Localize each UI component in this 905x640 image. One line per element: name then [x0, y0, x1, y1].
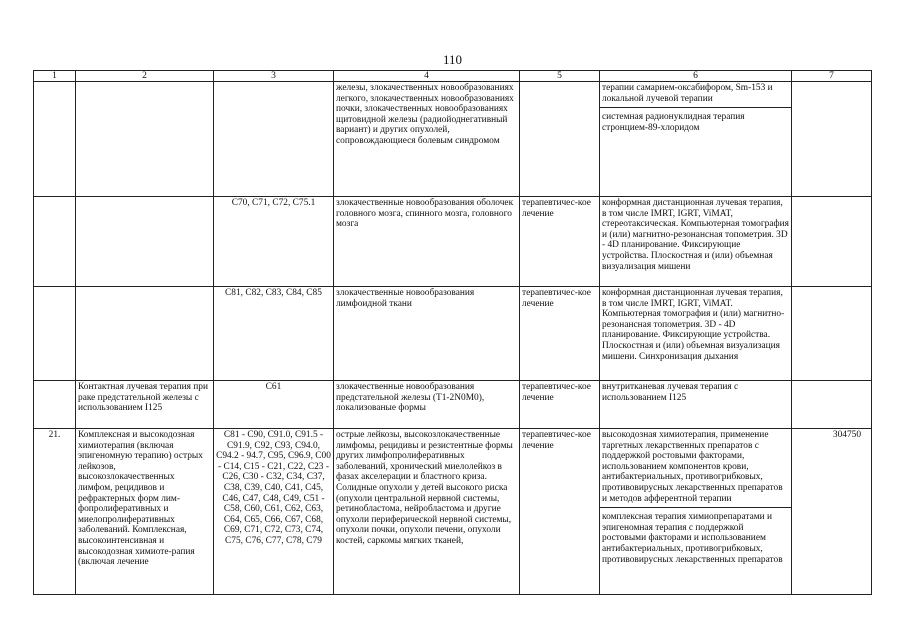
row-number-cell: [34, 197, 76, 287]
method-name-cell: [76, 197, 214, 287]
diagnosis-cell: железы, злокачественных новообразованиях легкого, злокачественных новообразованиях почки, злокачественных новообразованиях щитовидной железы (радиойоднегативный вариант) и других опухолей, сопровождающиеся болевым синдромом: [334, 82, 520, 197]
table-row: [34, 287, 872, 381]
treatment-type-cell: терапевтичес-кое лечение: [520, 429, 600, 595]
row-number-cell: [34, 287, 76, 381]
cost-cell: 304750: [792, 429, 872, 595]
treatment-method-text: системная радионуклидная терапия стронцием-89-хлоридом: [600, 107, 791, 133]
column-number: 7: [792, 71, 872, 82]
header-row: [34, 71, 872, 82]
diagnosis-cell: злокачественные новообразования оболочек головного мозга, спинного мозга, головного мозга: [334, 197, 520, 287]
treatment-method-text: терапии самарием-оксабифором, Sm-153 и локальной лучевой терапии: [602, 83, 773, 104]
table-row: [34, 82, 872, 197]
icd-codes-cell: [214, 82, 334, 197]
diagnosis-cell: злокачественные новообразования предстательной железы (T1-2N0M0), локализованые формы: [334, 381, 520, 429]
treatment-type-cell: [520, 82, 600, 197]
column-number: 2: [76, 71, 214, 82]
cost-cell: [792, 82, 872, 197]
method-name-cell: [76, 82, 214, 197]
table-row: [34, 381, 872, 429]
column-number: 4: [334, 71, 520, 82]
row-number-cell: [34, 82, 76, 197]
row-number-cell: 21.: [34, 429, 76, 595]
icd-codes-cell: C70, C71, C72, C75.1: [214, 197, 334, 287]
cost-cell: [792, 197, 872, 287]
column-number: 6: [600, 71, 792, 82]
column-number: 1: [34, 71, 76, 82]
treatment-method-cell: конформная дистанционная лучевая терапия, в том числе IMRT, IGRT, ViMAT, стереотаксическая. Компьютерная томография и (или) магнитно-резонансная топометрия. 3D - 4D планирование. Фиксирующие устройства. Плоскостная и (или) объемная визуализация мишени: [600, 197, 792, 287]
page-number: 110: [442, 52, 463, 67]
icd-codes-cell: C81 - C90, C91.0, C91.5 - C91.9, C92, C93, C94.0, C94.2 - 94.7, C95, C96.9, C00 - C14, C15 - C21, C22, C23 - C26, C30 - C32, C34, C37, C38, C39, C40, C41, C45, C46, C47, C48, C49, C51 - C58, C60, C61, C62, C63, C64, C65, C66, C67, C68, C69, C71, C72, C73, C74, C75, C76, C77, C78, C79: [214, 429, 334, 595]
cost-cell: [792, 381, 872, 429]
column-number: 5: [520, 71, 600, 82]
method-name-cell: Комплексная и высокодозная химиотерапия (включая эпигеномную терапию) острых лейкозов, высокозлокачественных лимфом, рецидивов и рефрактерных форм лим-фопролиферативных и миелопролиферативных заболеваний. Комплексная, высокоинтенсивная и высокодозная химиоте-рапия (включая лечение: [76, 429, 214, 595]
diagnosis-cell: злокачественные новообразования лимфоидной ткани: [334, 287, 520, 381]
icd-codes-cell: C81, C82, C83, C84, C85: [214, 287, 334, 381]
treatment-type-cell: терапевтичес-кое лечение: [520, 287, 600, 381]
icd-codes-cell: C61: [214, 381, 334, 429]
table-row: [34, 429, 872, 595]
diagnosis-cell: острые лейкозы, высокозлокачественные лимфомы, рецидивы и резистентные формы других лимфопролиферативных заболеваний, хронический миелолейкоз в фазах акселерации и бластного криза. Солидные опухоли у детей высокого риска (опухоли центральной нервной системы, ретинобластома, нейробластома и другие опухоли периферической нервной системы, опухоли почки, опухоли печени, опухоли костей, саркомы мягких тканей,: [334, 429, 520, 595]
table-row: [34, 197, 872, 287]
method-name-cell: Контактная лучевая терапия при раке предстательной железы с использованием I125: [76, 381, 214, 429]
treatment-method-cell: [600, 82, 792, 197]
treatment-method-text: высокодозная химиотерапия, применение таргетных лекарственных препаратов с поддержкой ростовыми факторами, использованием компонентов крови, антибактериальных, противогрибковых, противовирусных лекарственных препаратов и методов афферентной терапии: [602, 430, 783, 504]
treatment-method-cell: внутритканевая лучевая терапия с использованием I125: [600, 381, 792, 429]
cost-cell: [792, 287, 872, 381]
row-number-cell: [34, 381, 76, 429]
treatment-method-cell: [600, 429, 792, 595]
method-name-cell: [76, 287, 214, 381]
column-number: 3: [214, 71, 334, 82]
medical-care-table: [33, 70, 872, 595]
treatment-method-cell: конформная дистанционная лучевая терапия, в том числе IMRT, IGRT, ViMAT. Компьютерная томография и (или) магнитно-резонансная топометрия. 3D - 4D планирование. Фиксирующие устройства. Плоскостная и (или) объемная визуализация мишени. Синхронизация дыхания: [600, 287, 792, 381]
treatment-method-text: комплексная терапия химиопрепаратами и эпигеномная терапия с поддержкой ростовыми факторами и использованием антибактериальных, противогрибковых, противовирусных лекарственных препаратов: [600, 507, 791, 565]
treatment-type-cell: терапевтичес-кое лечение: [520, 381, 600, 429]
treatment-type-cell: терапевтичес-кое лечение: [520, 197, 600, 287]
